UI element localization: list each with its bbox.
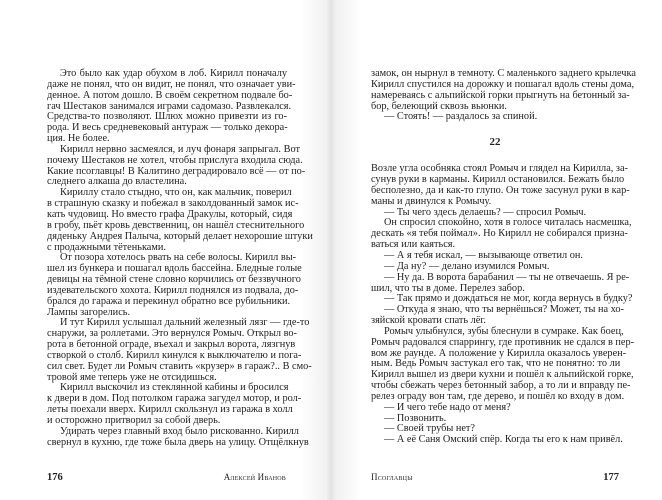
text-line: ным. Ведь Ромыч застукал его так, что не понятно: то ли xyxy=(371,358,621,370)
text-line: створкой о столб. Кирилл кинулся к выключателю и пога- xyxy=(47,349,302,361)
text-line: снаружи, за роллетами. Это вернулся Ромыч. Открыл во- xyxy=(47,328,297,340)
text-line: Кириллу стало стыдно, что он, как мальчик, поверил xyxy=(60,187,292,199)
text-line: девицы на тёмной стене словно корчились от беззвучного xyxy=(47,274,301,286)
text-line: — Да ну? — делано изумился Ромыч. xyxy=(384,260,550,272)
text-line: сил свет. Будет ли Ромыч ставить «крузер» в гараж?.. В смо- xyxy=(47,360,312,372)
text-line: Ромыч улыбнулся, зубы блеснули в сумраке. Как боец, xyxy=(384,325,624,337)
text-line: Кирилл выскочил из стеклянной кабины и бросился xyxy=(60,382,289,394)
text-line: кать чудовищ. Но вместо графа Дракулы, который, сидя xyxy=(47,208,293,220)
text-line: чтобы сбежать через бетонный забор, а то ли и вправду пе- xyxy=(371,380,631,392)
text-line: и осторожно притворил за собой дверь. xyxy=(47,415,221,426)
text-line: рода. И весь средневековый антураж — только декора- xyxy=(47,122,288,134)
text-line: леты поехали вверх. Кирилл скользнул из гаража в холл xyxy=(47,404,293,416)
text-line: — И чего тебе надо от меня? xyxy=(384,401,511,413)
text-line: свернул в кухню, где тоже была дверь на улицу. Отщёлкнув xyxy=(47,436,309,448)
text-line: намереваясь с альпийской горки прыгнуть на бетонный за- xyxy=(371,89,630,101)
text-line: брался до гаража и перекинул обратно все рубильники. xyxy=(47,295,291,307)
text-line: — Ну да. В ворота барабанил — ты не отвечаешь. Я ре- xyxy=(384,271,630,283)
text-line: с продажными тётеньками. xyxy=(47,241,166,253)
text-line: — Своей трубы нет? xyxy=(384,423,475,435)
text-line: Кирилл спустился на дорожку и пошагал вдоль стены дома, xyxy=(371,78,635,90)
text-line: — Позвонить. xyxy=(384,412,447,424)
text-line: сунув руки в карманы. Кирилл остановился. Бежать было xyxy=(371,174,625,186)
text-line: к двери в дом. Под потолком гаража загудел мотор, и рол- xyxy=(47,393,302,405)
text-line: бесполезно, да и как-то глупо. Он тоже засунул руки в кар- xyxy=(371,184,630,196)
text-line: шел из бункера и пошагал вдоль бассейна. Бледные голые xyxy=(47,263,302,275)
text-line: вом же раунде. А положение у Кирилла оказалось уверен- xyxy=(371,347,627,359)
text-line: Средства-то позволяют. Шлюх можно привезти из го- xyxy=(47,111,287,123)
text-line: шил, что ты в доме. Перелез забор. xyxy=(371,282,525,294)
text-line: в гробу, пьёт кровь девственниц, он нашёл стеснительного xyxy=(47,219,305,231)
page-number: 176 xyxy=(47,472,63,483)
text-line: Удирать через главный вход было рискованно. Кирилл xyxy=(60,425,299,437)
text-line: — А я тебя искал, — вызывающе ответил он. xyxy=(384,249,583,261)
text-line: гач Шестаков занимался играми садомазо. Развлекался. xyxy=(47,100,292,112)
text-line: — А её Саня Омский спёр. Когда ты его к нам привёл. xyxy=(384,434,623,446)
text-line: релез ограду вон там, где дерево, и пошёл ко входу в дом. xyxy=(371,390,625,402)
text-line: — Стоять! — раздалось за спиной. xyxy=(384,111,538,123)
text-line: Кирилл нервно засмеялся, и луч фонаря запрыгал. Вот xyxy=(60,143,300,155)
left-page-text xyxy=(47,68,313,449)
text-line: замок, он нырнул в темноту. С маленького заднего крылечка xyxy=(371,68,636,79)
text-line: тровой яме теперь уже не отсидишься. xyxy=(47,371,217,383)
text-line: денное. А потом дошло. В своём секретном подвале бо- xyxy=(47,89,293,101)
text-line: Ромыч радовался спаррингу, где противник не сдался в пер- xyxy=(371,336,635,348)
chapter-21-ending xyxy=(371,68,636,123)
text-line: И тут Кирилл услышал дальний железный лязг — где-то xyxy=(60,317,310,329)
text-line: рота в бетонной ограде, въехал и закрыл ворота, лязгнув xyxy=(47,339,296,351)
text-line: От позора хотелось рвать на себе волосы. Кирилл вы- xyxy=(60,252,297,264)
text-line: ция. Не более. xyxy=(47,133,110,145)
text-line: Какие псоглавцы! В Калитино деградировало всё — от по- xyxy=(47,165,306,177)
text-line: ваться или каяться. xyxy=(371,239,456,251)
text-line: Кирилл вышел из двери кухни и пошёл к альпийской горке, xyxy=(371,369,634,381)
text-line: следнего алкаша до властелина. xyxy=(47,176,187,188)
page-number: 177 xyxy=(603,472,619,483)
text-line: Это было как удар обухом в лоб. Кирилл поначалу xyxy=(60,68,287,79)
text-line: почему Шестаков не хотел, чтобы прислуга входила сюда. xyxy=(47,154,303,166)
text-line: даже не понял, что он видит, не понял, что означает уви- xyxy=(47,78,296,90)
chapter-22-text xyxy=(371,163,635,446)
text-line: зяйской кровати спать лёг. xyxy=(371,315,487,327)
text-line: Он спросил спокойно, хотя в голосе читалась насмешка, xyxy=(384,217,632,229)
right-page xyxy=(331,0,662,500)
text-line: дескать «я тебя поймал». Но Кирилл не собирался призна- xyxy=(371,228,628,240)
text-line: — Откуда я знаю, что ты вернёшься? Может, ты на хо- xyxy=(384,304,624,316)
text-line: — Так прямо и дождаться не мог, когда вернусь в будку? xyxy=(384,293,633,305)
running-head-title: Псоглавцы xyxy=(371,472,413,482)
text-line: издевательского хохота. Кирилл поднялся из подвала, до- xyxy=(47,284,299,296)
text-line: дяденьку Андрея Палыча, который делает нехорошие штуки xyxy=(47,230,313,242)
right-page-text xyxy=(371,68,636,446)
text-line: — Ты чего здесь делаешь? — спросил Ромыч. xyxy=(384,206,587,218)
text-line: бор, белеющий сквозь вьюнки. xyxy=(371,100,507,112)
chapter-number: 22 xyxy=(489,136,501,149)
text-line: маны и двинулся к Ромычу. xyxy=(371,195,492,207)
text-line: Возле угла особняка стоял Ромыч и глядел на Кирилла, за- xyxy=(371,163,628,175)
text-line: Лампы загорелись. xyxy=(47,306,131,318)
running-head-author: Алексей Иванов xyxy=(223,472,286,482)
text-line: в страшную сказку и побежал в заколдованный замок ис- xyxy=(47,198,299,210)
